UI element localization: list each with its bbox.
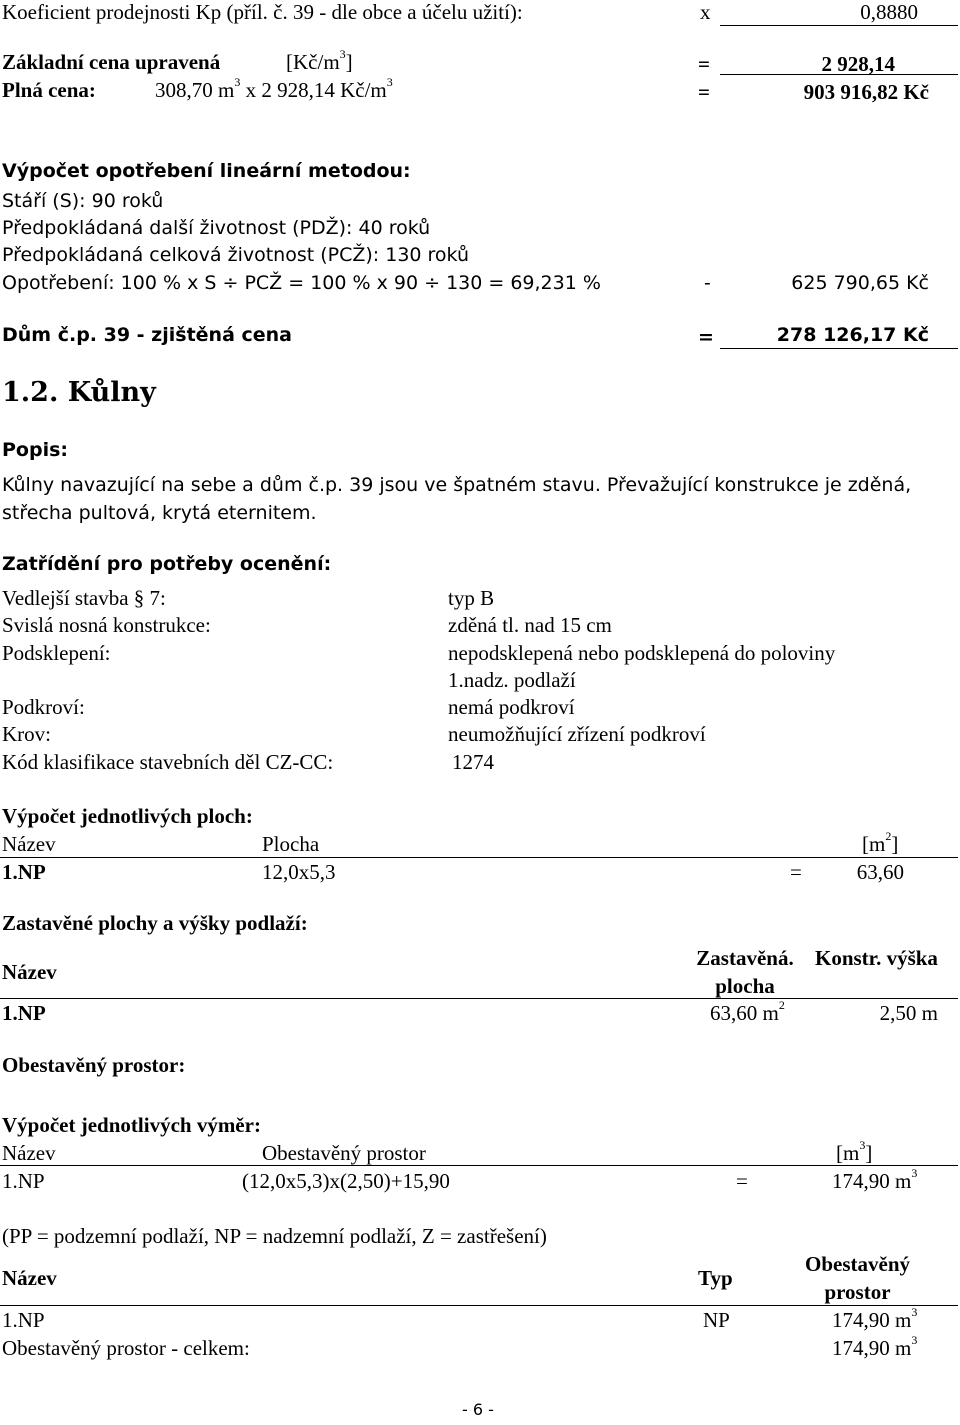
zatrideni-label: Podsklepení: <box>2 641 111 665</box>
zatrideni-value: typ B <box>448 586 495 610</box>
kp-value: 0,8880 <box>860 0 918 24</box>
plochy-h-plocha: Plocha <box>262 832 320 856</box>
zatrideni-label: Svislá nosná konstrukce: <box>2 613 211 637</box>
floor-legend: (PP = podzemní podlaží, NP = nadzemní podlaží, Z = zastřešení) <box>2 1224 547 1248</box>
popis-line1: Kůlny navazující na sebe a dům č.p. 39 jsou ve špatném stavu. Převažující konstrukce je zděná, <box>2 474 912 496</box>
section-title: 1.2. Kůlny <box>2 377 156 408</box>
zastavene-h-plocha1: Zastavěná. <box>696 946 794 970</box>
kp-label: Koeficient prodejnosti Kp (příl. č. 39 - dle obce a účelu užití): <box>2 0 523 24</box>
plna-expr: 308,70 $m^3$ x 2 928,14 $Kč/m^3$ <box>155 75 393 102</box>
vymery-header-rule <box>0 1165 958 1166</box>
zatrideni-heading: Zatřídění pro potřeby ocenění: <box>2 553 332 575</box>
vymery-row-value: 174,90 $m^3$ <box>832 1166 918 1193</box>
souhrn-h-nazev: Název <box>2 1266 57 1290</box>
dum-op: = <box>698 326 714 348</box>
plochy-row-value: 63,60 <box>856 860 904 884</box>
opotrebeni-heading: Výpočet opotřebení lineární metodou: <box>2 160 411 182</box>
plochy-row-nazev: 1.NP <box>2 860 46 884</box>
zatrideni-value: nepodsklepená nebo podsklepená do poloviny <box>448 641 836 665</box>
dum-underline <box>720 348 958 349</box>
opotrebeni-pdz: Předpokládaná další životnost (PDŽ): 40 roků <box>2 217 431 239</box>
zastavene-h-nazev: Název <box>2 960 57 984</box>
vymery-row-nazev: 1.NP <box>2 1169 45 1193</box>
divide-icon: ÷ <box>424 272 441 294</box>
plna-label: Plná cena: <box>2 78 96 102</box>
zatrideni-value: 1.nadz. podlaží <box>448 668 576 692</box>
obestaveny-heading: Obestavěný prostor: <box>2 1053 186 1077</box>
page-number: - 6 - <box>462 1400 494 1419</box>
zastavene-row-vyska: 2,50 m <box>879 1001 938 1025</box>
souhrn-total-value: 174,90 $m^3$ <box>832 1333 918 1360</box>
popis-heading: Popis: <box>2 439 68 461</box>
souhrn-header-rule <box>0 1305 958 1306</box>
zakladni-unit: $[Kč/m^3]$ <box>286 47 353 74</box>
zastavene-heading: Zastavěné plochy a výšky podlaží: <box>2 911 308 935</box>
zatrideni-value: zděná tl. nad 15 cm <box>448 613 612 637</box>
zastavene-row-nazev: 1.NP <box>2 1001 46 1025</box>
zatrideni-value: neumožňující zřízení podkroví <box>448 722 706 746</box>
kod-value: 1274 <box>452 750 494 774</box>
kp-op: x <box>700 0 711 24</box>
opotrebeni-pcz: Předpokládaná celková životnost (PCŽ): 130 roků <box>2 244 470 266</box>
zatrideni-label: Podkroví: <box>2 695 85 719</box>
zastavene-h-vyska: Konstr. výška <box>815 946 938 970</box>
zakladni-value: 2 928,14 <box>821 52 895 76</box>
zakladni-underline <box>720 74 958 75</box>
souhrn-h-ob2: prostor <box>824 1280 891 1304</box>
dum-value: 278 126,17 Kč <box>776 324 929 346</box>
zatrideni-label: Vedlejší stavba § 7: <box>2 586 166 610</box>
opotrebeni-value: 625 790,65 Kč <box>791 272 929 294</box>
opotrebeni-stari: Stáří (S): 90 roků <box>2 190 164 212</box>
zatrideni-value: nemá podkroví <box>448 695 575 719</box>
souhrn-h-typ: Typ <box>698 1266 733 1290</box>
vymery-row-op: = <box>736 1169 748 1193</box>
kp-underline <box>720 25 958 26</box>
vymery-h-prostor: Obestavěný prostor <box>262 1141 426 1165</box>
kod-label: Kód klasifikace stavebních děl CZ-CC: <box>2 750 334 774</box>
plna-op: = <box>698 80 710 104</box>
souhrn-total-label: Obestavěný prostor - celkem: <box>2 1336 250 1360</box>
vymery-row-expr: (12,0x5,3)x(2,50)+15,90 <box>242 1169 450 1193</box>
zakladni-op: = <box>698 52 710 76</box>
popis-line2: střecha pultová, krytá eternitem. <box>2 502 317 524</box>
opotrebeni-op: - <box>704 272 711 294</box>
plochy-h-unit: $[m^2]$ <box>862 829 899 856</box>
souhrn-row-value: 174,90 $m^3$ <box>832 1305 918 1332</box>
plochy-heading: Výpočet jednotlivých ploch: <box>2 804 253 828</box>
zastavene-h-plocha2: plocha <box>715 974 775 998</box>
vymery-heading: Výpočet jednotlivých výměr: <box>2 1113 261 1137</box>
zakladni-label: Základní cena upravená <box>2 50 221 74</box>
plochy-h-nazev: Název <box>2 832 56 856</box>
zastavene-row-plocha: 63,60 $m^2$ <box>710 998 785 1025</box>
plochy-header-rule <box>0 857 958 858</box>
souhrn-h-ob1: Obestavěný <box>805 1252 910 1276</box>
souhrn-row-typ: NP <box>703 1308 730 1332</box>
zastavene-header-rule <box>0 998 958 999</box>
plochy-row-plocha: 12,0x5,3 <box>262 860 336 884</box>
vymery-h-nazev: Název <box>2 1141 56 1165</box>
plna-value: 903 916,82 Kč <box>803 80 929 104</box>
opotrebeni-calc: Opotřebení: 100 % x S ÷ PCŽ = 100 % x 90 ÷ 130 = 69,231 % <box>2 272 601 294</box>
vymery-h-unit: $[m^3]$ <box>836 1138 873 1165</box>
divide-icon: ÷ <box>222 272 239 294</box>
zatrideni-label: Krov: <box>2 722 51 746</box>
dum-label: Dům č.p. 39 - zjištěná cena <box>2 324 293 346</box>
plochy-row-op: = <box>790 860 802 884</box>
souhrn-row-nazev: 1.NP <box>2 1308 45 1332</box>
